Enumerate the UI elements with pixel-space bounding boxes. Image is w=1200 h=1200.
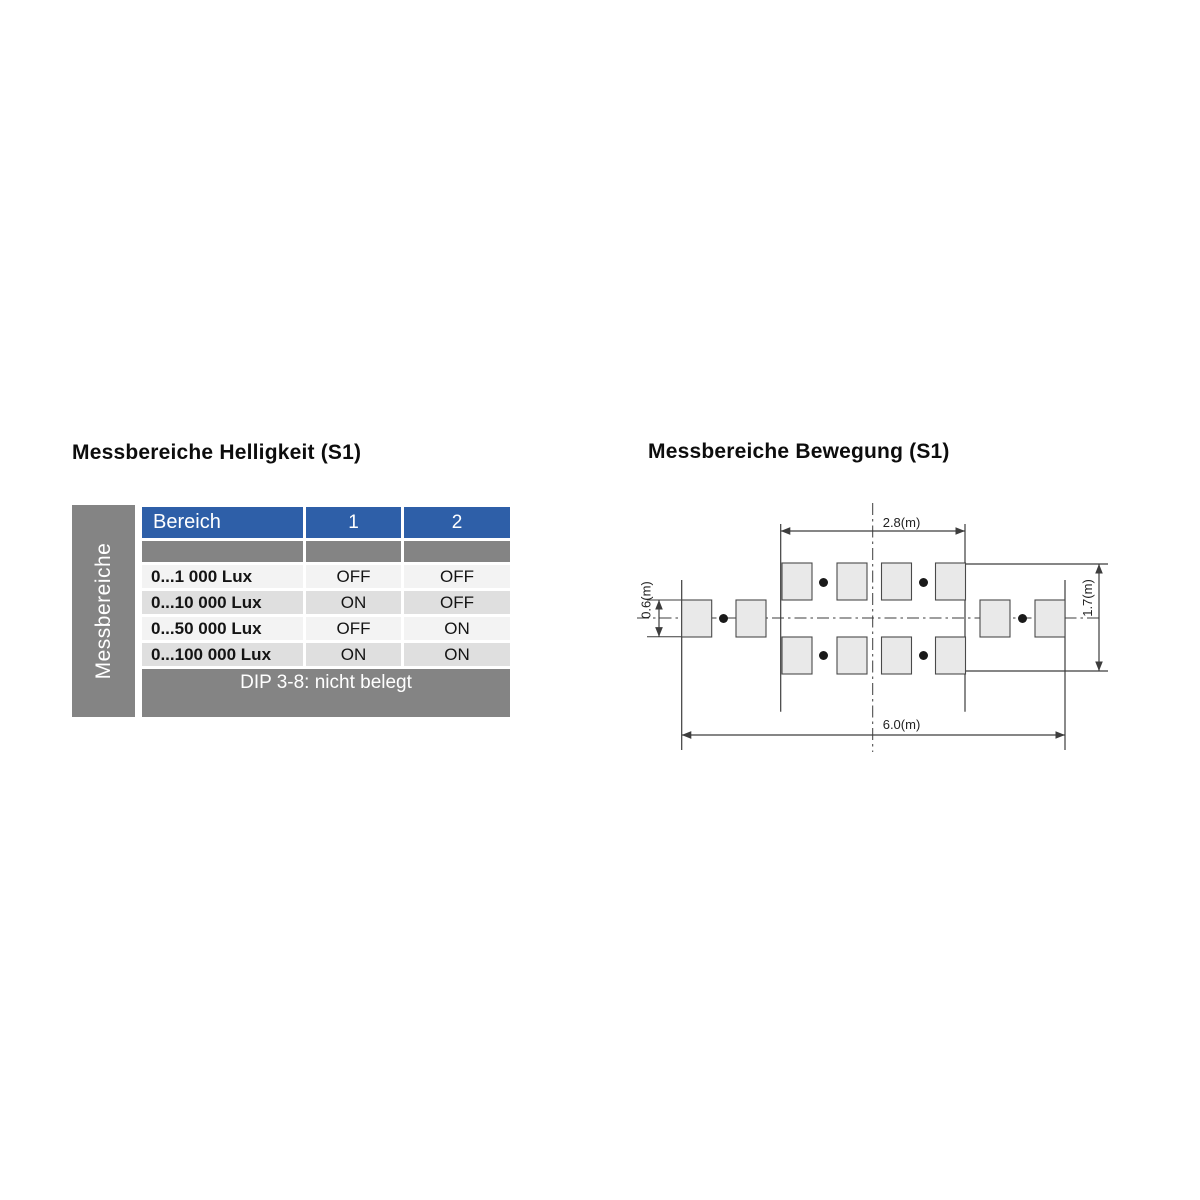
header-bereich: Bereich	[142, 507, 303, 538]
table-row	[142, 643, 510, 666]
dim-label-inner-width: 2.8(m)	[882, 515, 921, 530]
motion-dot	[719, 614, 728, 623]
table-header-row	[142, 507, 510, 538]
motion-section-title: Messbereiche Bewegung (S1)	[648, 440, 950, 463]
detection-zone-square	[837, 563, 867, 600]
detection-zone-square	[882, 563, 912, 600]
detection-zone-square	[682, 600, 712, 637]
spacer-cell	[142, 541, 303, 562]
sidebar-vertical-label: Messbereiche	[91, 542, 115, 680]
dim-label-center-height: 0.6(m)	[638, 581, 654, 619]
dip2-state-cell: ON	[404, 643, 510, 666]
lux-range-cell: 0...50 000 Lux	[142, 617, 303, 640]
motion-dot	[919, 651, 928, 660]
dim-label-outer-height: 1.7(m)	[1080, 579, 1095, 617]
detection-zone-square	[782, 637, 812, 674]
detection-zone-square	[782, 563, 812, 600]
dip2-state-cell: ON	[404, 617, 510, 640]
messbereiche-sidebar	[72, 505, 135, 717]
table-spacer-row	[142, 541, 510, 562]
header-dip2: 2	[404, 507, 510, 538]
detection-zone-square	[882, 637, 912, 674]
spacer-cell	[404, 541, 510, 562]
dip2-state-cell: OFF	[404, 591, 510, 614]
dip1-state-cell: OFF	[306, 565, 401, 588]
detection-zone-square	[837, 637, 867, 674]
motion-dot	[819, 651, 828, 660]
brightness-dip-table	[139, 504, 513, 720]
motion-dot	[819, 578, 828, 587]
dip2-state-cell: OFF	[404, 565, 510, 588]
table-row	[142, 617, 510, 640]
lux-range-cell: 0...1 000 Lux	[142, 565, 303, 588]
motion-dot	[919, 578, 928, 587]
lux-range-cell: 0...100 000 Lux	[142, 643, 303, 666]
detection-zone-square	[1035, 600, 1065, 637]
table-row	[142, 591, 510, 614]
dip-note-cell: DIP 3-8: nicht belegt	[142, 669, 510, 717]
lux-range-cell: 0...10 000 Lux	[142, 591, 303, 614]
dim-label-outer-width: 6.0(m)	[882, 717, 921, 732]
dip1-state-cell: OFF	[306, 617, 401, 640]
detection-zone-square	[936, 637, 966, 674]
brightness-section-title: Messbereiche Helligkeit (S1)	[72, 441, 362, 464]
dip1-state-cell: ON	[306, 643, 401, 666]
header-dip1: 1	[306, 507, 401, 538]
spacer-cell	[306, 541, 401, 562]
detection-zone-square	[736, 600, 766, 637]
table-footer-row	[142, 669, 510, 717]
motion-dot	[1018, 614, 1027, 623]
detection-zone-square	[980, 600, 1010, 637]
dip1-state-cell: ON	[306, 591, 401, 614]
motion-range-diagram	[620, 430, 1140, 760]
table-row	[142, 565, 510, 588]
detection-zone-square	[936, 563, 966, 600]
